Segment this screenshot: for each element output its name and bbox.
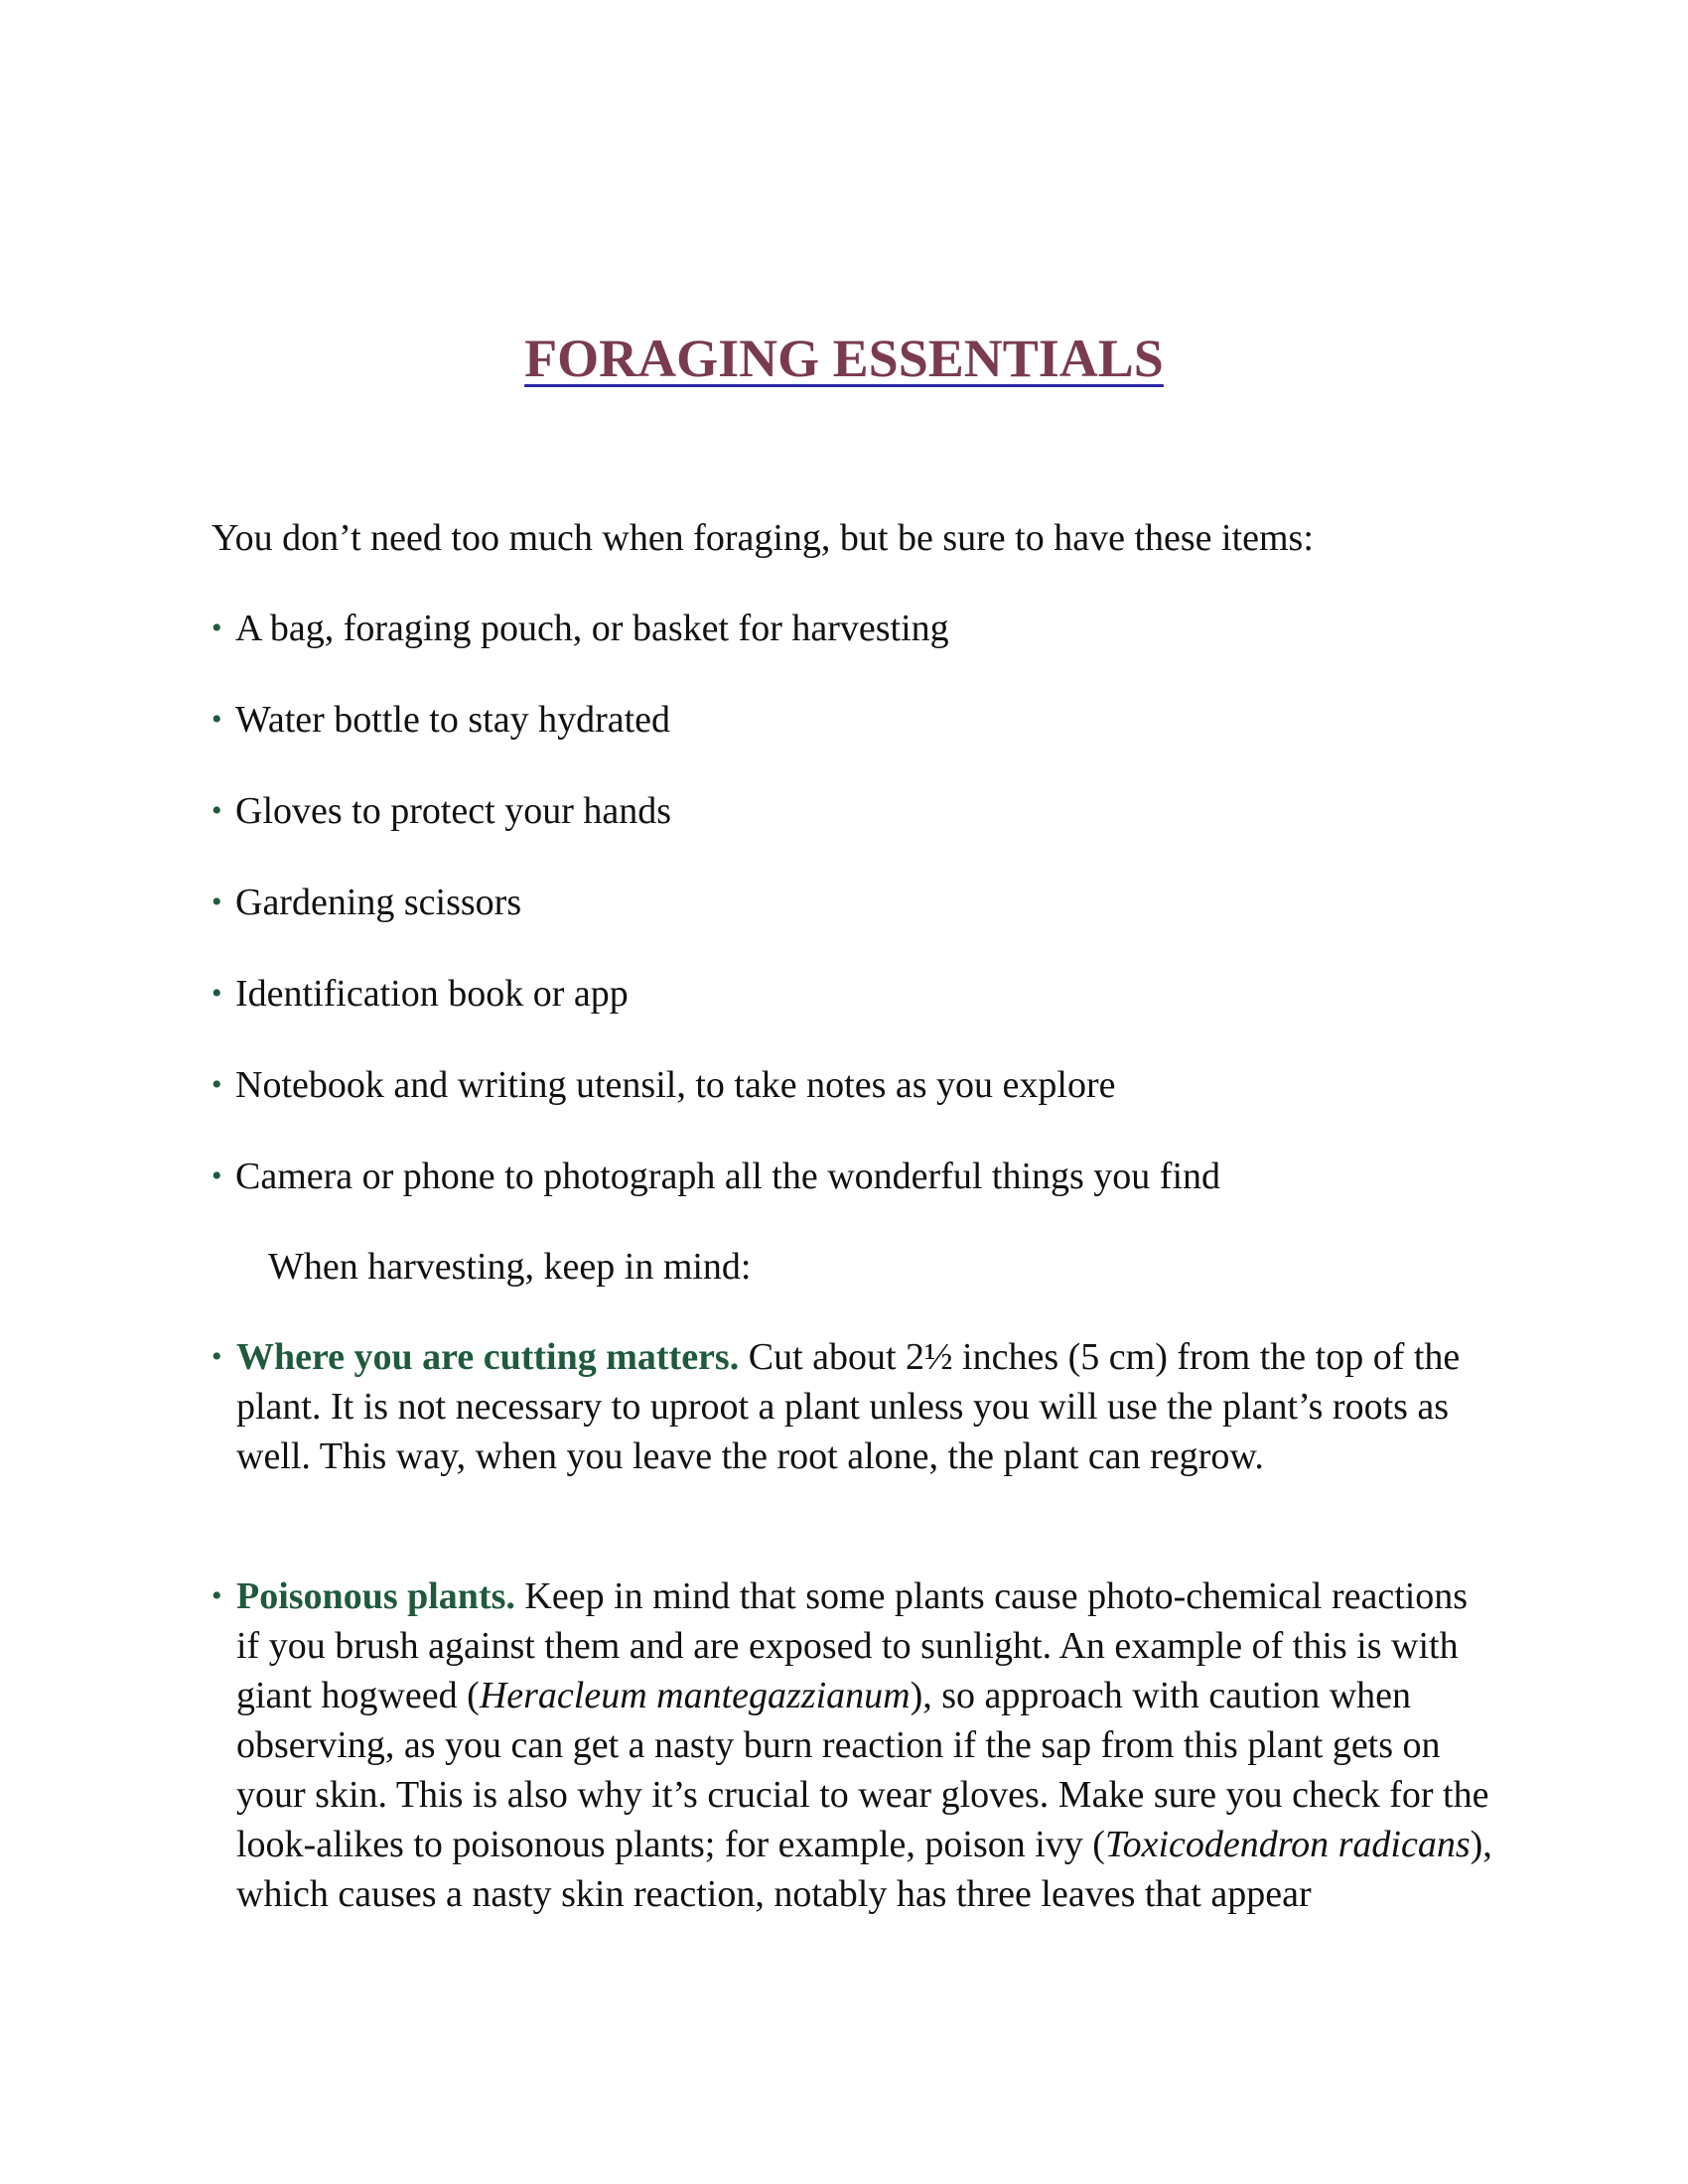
bullet-icon: • [211, 612, 222, 644]
list-item [211, 694, 1220, 746]
list-item [211, 603, 1220, 654]
tip-lead: Poisonous plants. [236, 1575, 515, 1617]
tip-poisonous-plants [211, 1571, 1492, 1919]
tip-text: Cut about 2½ inches (5 cm) from the top of the plant. It is not necessary to uproot a plant unless you will use the plant’s roots as well. This way, when you leave the root alone, the plant can regrow. [236, 1336, 1461, 1477]
page-title [0, 324, 1688, 393]
tip-text: ), which causes a nasty skin reaction, notably has three leaves that appear [236, 1824, 1492, 1915]
list-item [211, 1151, 1220, 1202]
list-item-text: Notebook and writing utensil, to take notes as you explore [235, 1064, 1116, 1106]
list-item-text: Gardening scissors [235, 882, 522, 923]
species-name: Toxicodendron radicans [1104, 1824, 1471, 1865]
bullet-icon: • [211, 703, 222, 736]
bullet-icon: • [211, 794, 222, 827]
list-item-text: Camera or phone to photograph all the wonderful things you find [235, 1156, 1221, 1197]
list-item-text: Gloves to protect your hands [235, 790, 672, 832]
list-item-text: Identification book or app [235, 973, 629, 1015]
bullet-icon: • [211, 1340, 222, 1373]
bullet-icon: • [211, 977, 222, 1010]
list-item [211, 877, 1220, 928]
tip-text: ), so approach with caution when observing, as you can get a nasty burn reaction if the sap from this plant gets on your skin. This is also why it’s crucial to wear gloves. Make sure you check for the look-alikes to poisonous plants; for example, poison ivy ( [236, 1675, 1489, 1865]
bullet-icon: • [211, 1068, 222, 1101]
list-item-text: A bag, foraging pouch, or basket for harvesting [235, 608, 949, 649]
harvesting-subheading: When harvesting, keep in mind: [268, 1246, 752, 1288]
intro-paragraph: You don’t need too much when foraging, but be sure to have these items: [211, 517, 1314, 559]
tip-text: Keep in mind that some plants cause photo-chemical reactions if you brush against them and are exposed to sunlight. An example of this is with giant hogweed ( [236, 1575, 1469, 1716]
list-item-text: Water bottle to stay hydrated [235, 699, 671, 741]
bullet-icon: • [211, 886, 222, 918]
list-item [211, 1059, 1220, 1111]
bullet-icon: • [211, 1579, 222, 1612]
tip-lead: Where you are cutting matters. [236, 1336, 740, 1378]
page-title-text: FORAGING ESSENTIALS [524, 329, 1164, 388]
tip-cutting [211, 1332, 1492, 1481]
bullet-icon: • [211, 1160, 222, 1192]
species-name: Heracleum mantegazzianum [479, 1675, 911, 1716]
essentials-list [211, 603, 1220, 1242]
list-item [211, 785, 1220, 837]
list-item [211, 968, 1220, 1020]
